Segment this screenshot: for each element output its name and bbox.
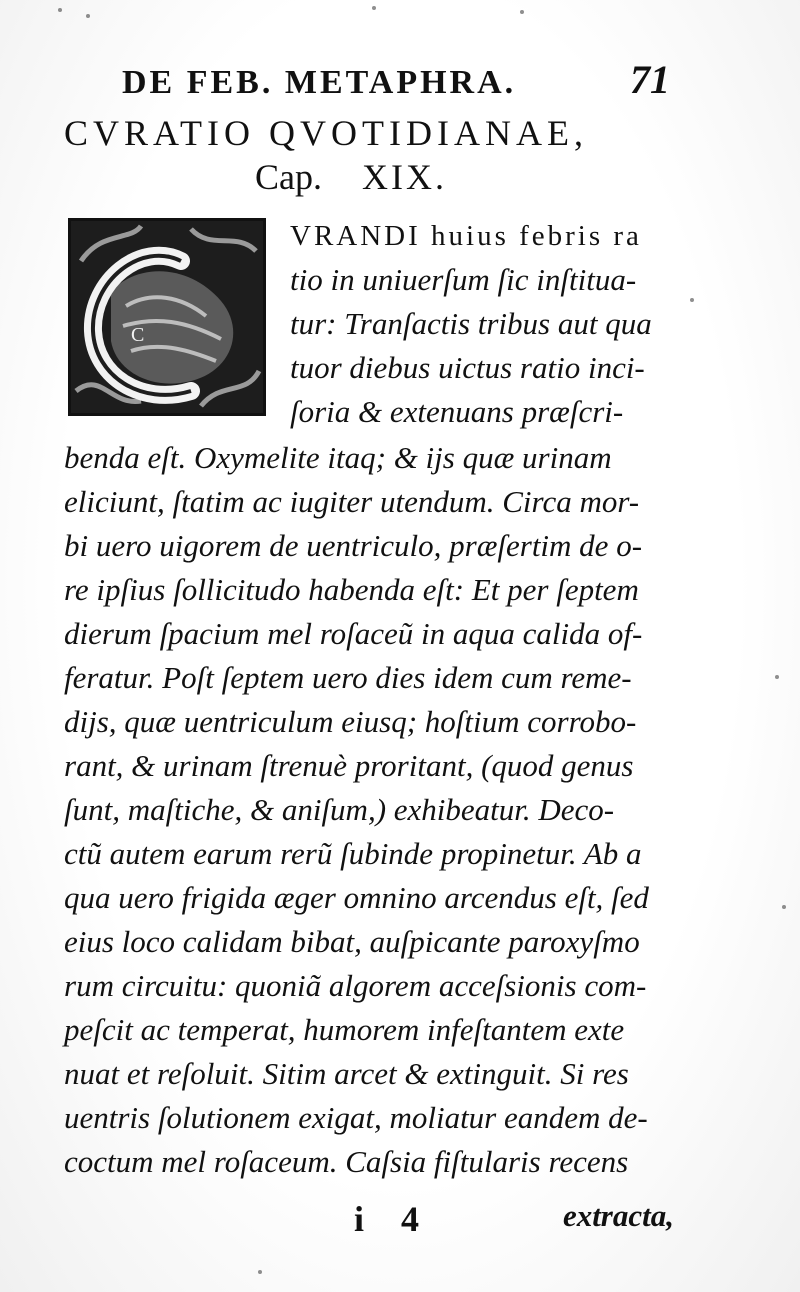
text-line: tio in uniuerſum ſic inſtitua- bbox=[290, 262, 637, 297]
signature-mark: i 4 bbox=[354, 1199, 434, 1239]
decorated-initial-icon bbox=[68, 218, 266, 416]
text-line: benda eſt. Oxymelite itaq; & ijs quæ urinam bbox=[64, 440, 612, 475]
ink-speck bbox=[782, 905, 786, 909]
ink-speck bbox=[58, 8, 62, 12]
text-line: coctum mel roſaceum. Caſsia fiſtularis recens bbox=[64, 1144, 629, 1179]
running-title: DE FEB. METAPHRA. bbox=[122, 64, 517, 101]
page-number: 71 bbox=[630, 57, 670, 102]
text-line: eius loco calidam bibat, auſpicante paroxyſmo bbox=[64, 924, 640, 959]
initial-letter: C bbox=[131, 324, 145, 346]
text-line: feratur. Poſt ſeptem uero dies idem cum reme- bbox=[64, 660, 632, 695]
page-footer bbox=[64, 1198, 674, 1248]
text-line: ſunt, maſtiche, & aniſum,) exhibeatur. Deco- bbox=[64, 792, 615, 827]
running-header bbox=[122, 56, 670, 100]
text-line: rum circuitu: quoniã algorem acceſsionis com- bbox=[64, 968, 647, 1003]
ink-speck bbox=[775, 675, 779, 679]
text-line: rant, & urinam ſtrenuè proritant, (quod genus bbox=[64, 748, 634, 783]
text-line: dierum ſpacium mel roſaceũ in aqua calida of- bbox=[64, 616, 643, 651]
text-line: tuor diebus uictus ratio inci- bbox=[290, 350, 645, 385]
chapter-number bbox=[255, 156, 447, 198]
catchword: extracta, bbox=[562, 1198, 674, 1233]
text-line: ctũ autem earum rerũ ſubinde propinetur. Ab a bbox=[64, 836, 642, 871]
ink-speck bbox=[520, 10, 524, 14]
text-line: dijs, quæ uentriculum eiusq; hoſtium corrobo- bbox=[64, 704, 637, 739]
text-line: nuat et reſoluit. Sitim arcet & extinguit. Si res bbox=[64, 1056, 629, 1091]
chapter-cap-number: XIX. bbox=[362, 157, 447, 197]
chapter-cap-label: Cap. bbox=[255, 157, 322, 197]
text-line: ſoria & extenuans præſcri- bbox=[290, 394, 624, 429]
ink-speck bbox=[86, 14, 90, 18]
text-line: bi uero uigorem de uentriculo, præſertim de o- bbox=[64, 528, 643, 563]
text-line: eliciunt, ſtatim ac iugiter utendum. Circa mor- bbox=[64, 484, 640, 519]
text-line: peſcit ac temperat, humorem infeſtantem exte bbox=[64, 1012, 625, 1047]
text-line: re ipſius ſollicitudo habenda eſt: Et per ſeptem bbox=[64, 572, 639, 607]
text-line: VRANDI huius febris ra bbox=[290, 220, 642, 252]
ink-speck bbox=[690, 298, 694, 302]
ink-speck bbox=[372, 6, 376, 10]
text-line: tur: Tranſactis tribus aut qua bbox=[290, 306, 652, 341]
ink-speck bbox=[258, 1270, 262, 1274]
text-line: qua uero frigida æger omnino arcendus eſt, ſed bbox=[64, 880, 649, 915]
chapter-title: CVRATIO QVOTIDIANAE, bbox=[64, 113, 588, 153]
text-line: uentris ſolutionem exigat, moliatur eandem de- bbox=[64, 1100, 648, 1135]
